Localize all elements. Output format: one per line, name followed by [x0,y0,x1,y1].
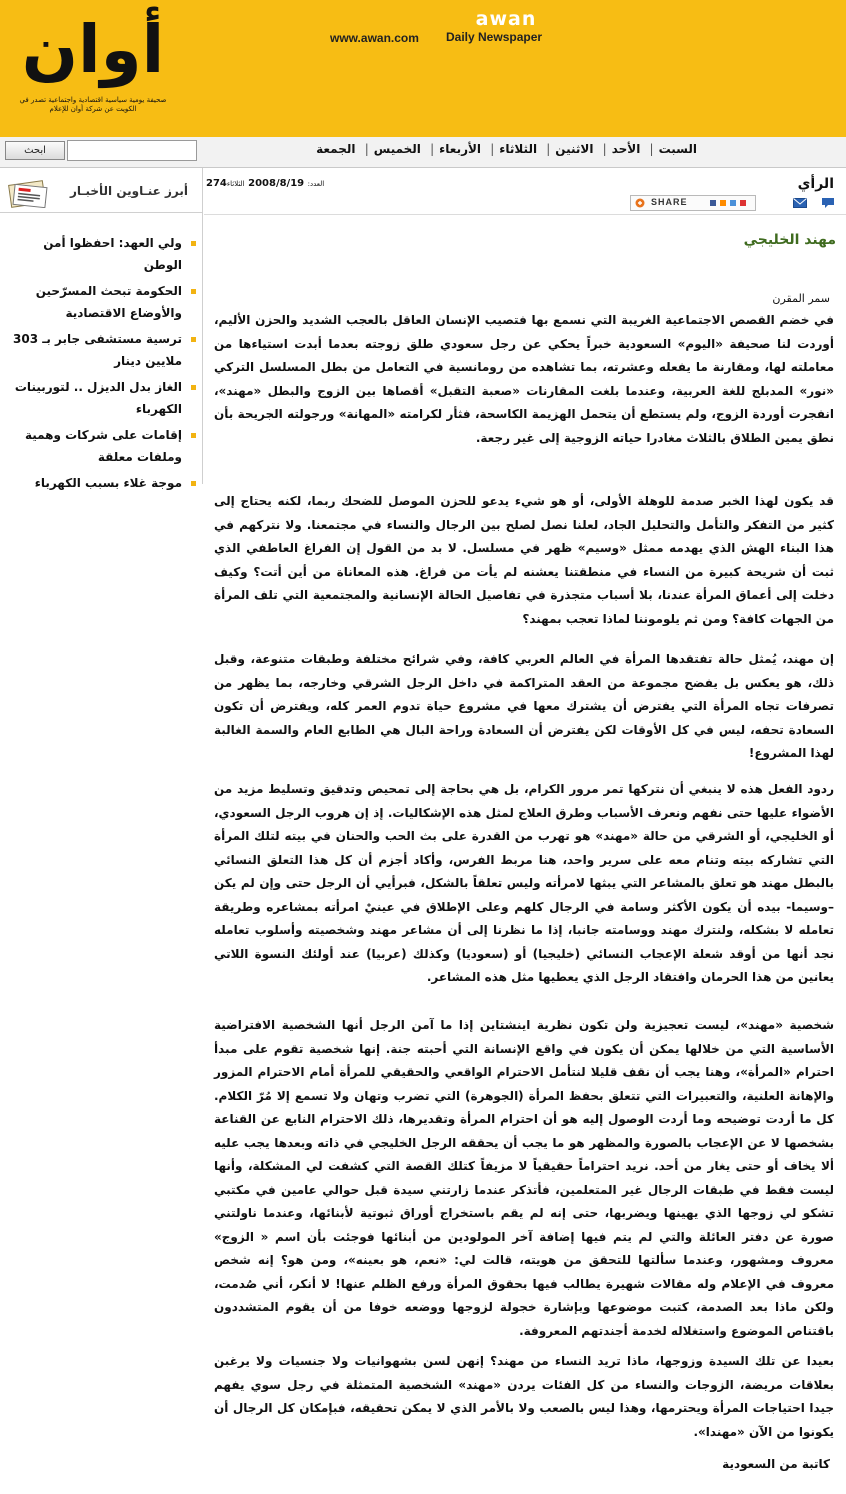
article-paragraph: بعيدا عن تلك السيدة وزوجها، ماذا تريد النساء من مهند؟ إنهن لسن بشهوانيات ولا جنسيات ولا يرغبن بعلاقات مريضة، الزوجات والنساء من كل الفئات يردن «مهند» الشخصية المتمثلة في رجل سوي يفهم جيدا احتياجات المرأة ويحترمها، وهذا ليس بالصعب ولا بالأمر الذي لا يمكن تحقيقه، فبإمكان كل الرجال أن يكونوا من الآن «مهندا». [214,1354,834,1439]
share-label: SHARE [651,197,688,207]
day-link-monday[interactable]: الاثنين [555,142,594,156]
issue-date [206,178,324,189]
issue-date-value: 2008/8/19 [248,178,305,189]
awan-logo[interactable] [14,6,172,128]
article-paragraph: في خضم القصص الاجتماعية الغريبة التي نسمع بها فتصيب الإنسان العاقل بالعجب الشديد والحزن الأليم، أوردت لنا صحيفة «اليوم» السعودية خبراً يحكي عن رجل سعودي طلق زوجته بعدما أبدت استياءها من معاملته لها، ومقارنة ما يفعله وعشرته، بما تشاهده من رومانسية في التعامل من بطل المسلسل التركي «نور» المدبلج للغة العربية، وعندما بلغت المقارنات «صعبة التقبل» أقصاها بين الزوج والبطل «مهند»، انفجرت أوردة الزوج، ولم يستطع أن يتحمل الهزيمة الكاسحة، فثأر لكرامته «المهانة» ورجولته الجريحة بأن نطق يمين الطلاق بالثلاث مغادرا حياته الزوجية إلى غير رجعة. [214,313,834,445]
separator: | [490,142,495,156]
headline-link[interactable]: إقامات على شركات وهمية وملفات معلقة [8,424,196,468]
headlines-header [0,174,202,213]
search-input[interactable] [67,140,197,161]
separator: | [364,142,369,156]
day-link-sunday[interactable]: الأحد [611,142,641,156]
share-icon [635,198,645,208]
email-icon[interactable] [793,198,807,208]
day-link-thursday[interactable]: الخميس [373,142,421,156]
headline-link[interactable]: ولي العهد: احفظوا أمن الوطن [8,232,196,276]
article-paragraph: إن مهند، يُمثل حالة تفتقدها المرأة في العالم العربي كافة، وفي شرائح مختلفة وطبقات متنوعة، وقبل ذلك، هو يعكس بل يفضح مجموعة من العقد المتراكمة في داخل الرجل الشرقي وخارجه، بما يظهر من تصرفات تجاه المرأة التي يفترض أن يشترك معها في مشروع حياة تدوم العمر كله، ويفترض أن تكون السعادة تحفه، ليس في كل الأوقات لكن يفترض أن السعادة وراحة البال هي الطابع العام والسمة الغالبة لهذا المشروع! [214,652,834,760]
issue-label: العدد: [307,180,325,188]
day-link-saturday[interactable]: السبت [658,142,697,156]
issue-number: 274 [206,178,227,189]
separator: | [649,142,654,156]
search-button[interactable]: ابحث [5,141,65,160]
separator: | [546,142,551,156]
article-author: سمر المقرن [772,292,830,305]
tagline: Daily Newspaper [446,30,543,44]
headlines-title: أبرز عنـاوين الأخبـار [69,184,188,198]
day-link-wednesday[interactable]: الأربعاء [439,142,482,156]
day-links [313,142,700,156]
article-header [204,168,846,215]
headline-link[interactable]: موجة غلاء بسبب الكهرباء [8,472,196,494]
logo-subtitle: صحيفة يومية سياسية اقتصادية واجتماعية تصدر في الكويت عن شركة أوان للإعلام [19,96,167,113]
article-paragraph: ردود الفعل هذه لا ينبغي أن نتركها تمر مرور الكرام، بل هي بحاجة إلى تمحيص وتدقيق وتسليط مزيد من الأضواء عليها حتى نفهم ونعرف الأسباب وطرق العلاج لمثل هذه الإشكاليات. إذ إن هروب الرجل السعودي، أو الخليجي، أو الشرقي من حالة «مهند» هو تهرب من القدرة على بث الحب والحنان في بيته لتلك المرأة التي تشاركه بيته وتنام معه على سرير واحد، هنا مربط الفرس، وأكاد أجزم أن كل هذا التعلق النسائي بالبطل مهند هو تعلق بالمشاعر التي يبثها لامرأته وليس تعلقاً بالشكل، فبرأيي أن الرجل حتى وإن لم يكن –وسيما- بيده أن يكون الأكثر وسامة في الرجال كلهم وعلى الإطلاق في عينيْ امرأته بمشاعره وطريقة تعامله لا بشكله، ولنترك مهند ووسامته جانبا، إذا ما نظرنا إلى أن مشاعر مهند وشخصيته وأسلوب تعامله نجد أنها من أوقد شعلة الإعجاب النسائي (خليجيا) أو (سعوديا) وكذلك (عربيا) عند أولئك النسوة اللاتي يعانين من هذا الحرمان وافتقاد الرجل الذي يعطيها مثل هذه المشاعر. [214,782,834,984]
day-link-tuesday[interactable]: الثلاثاء [499,142,538,156]
headline-link[interactable]: ترسية مستشفى جابر بـ 303 ملايين دينار [8,328,196,372]
section-title: الرأي [797,176,834,192]
author-note: كاتبة من السعودية [722,1457,830,1471]
logo-text: أوان [21,11,165,88]
issue-day: الثلاثاء [226,180,245,188]
separator: | [430,142,435,156]
site-url[interactable]: www.awan.com [330,31,419,45]
headline-link[interactable]: الغاز بدل الديزل .. لتوربينات الكهرباء [8,376,196,420]
article-paragraph: شخصية «مهند»، ليست تعجيزية ولن تكون نظرية اينشتاين إذا ما آمن الرجل أنها الشخصية الافتراضية الأساسية التي من خلالها يمكن أن يكون في واقع الإنسانة التي أحبته جنة. إنها شخصية تقوم على مبدأ احترام «المرأة»، وهنا يجب أن نقف قليلا لنتأمل الاحترام الواقعي والحقيقي للمرأة أمام الاحترام المزور والإهانة العلنية، والتعبيرات التي تتعلق بحفظ المرأة (الجوهرة) التي تضرب وتهان ولا تسمع إلا مُرّ الكلام. كل ما أردت توضيحه وما أردت الوصول إليه هو أن احترام المرأة وتقديرها، ذلك الاحترام النابع عن القناعة بشخصها لا عن الإعجاب بالصورة والمظهر هو ما يجب أن يحققه الرجل الخليجي في ذاته وبعدها يجب عليه ألا يخاف أو حتى يغار من أحد. نريد احتراماً حقيقياً لا مزيفاً كتلك القصة التي كشفت لي المشكلة، وأنها ليست فقط في طبقات الرجال غير المتعلمين، فأتذكر عندما زارتني سيدة قبل حوالي عامين في مكتبي تشكو لي زوجها الذي يهينها ويضربها، حتى إنه لم يقم باستخراج أوراق ثبوتية لأبنائها، وعندما ناولتني صورة عن دفتر العائلة والتي لم يتم فيها إضافة آخر المولودين من أبنائها فوجئت بأن اسم « الزوج» معروف ومشهور، وعندما سألتها للتحقق من هويته، قالت لي: «نعم، هو بعينه»، ومن هو؟ إنه شخص معروف في الإعلام وله مقالات شهيرة يطالب فيها بحقوق المرأة ورفع الظلم عنها! لا أنكر، أني صُدمت، ولكن ماذا بعد الصدمة، كتبت موضوعها وبإشارة خجولة لزوجها ووضعه خوفا من أن يقوم المتشددون باقتناص الموضوع واستغلاله لخدمة أجندتهم المعروفة. [214,1018,834,1338]
headline-link[interactable]: الحكومة تبحث المسرّحين والأوضاع الاقتصادية [8,280,196,324]
article-title: مهند الخليجي [743,232,836,248]
article-paragraph: قد يكون لهذا الخبر صدمة للوهلة الأولى، أو هو شيء يدعو للحزن الموصل للضحك ربما، لكنه يحتاج إلى كثير من التفكر والتأمل والتحليل الجاد، لعلنا نصل لصلح بين الرجال والنساء في مجتمعنا. ولا نتركهم في هذا البناء الهش الذي يهدمه ممثل «وسيم» ظهر في مسلسل. لا بد من القول إن الفراغ العاطفي الذي ثبت أن شريحة كبيرة من النساء في منطقتنا يعشنه لم يأت من فراغ. هذه المعاناة من أين أتت؟ وكيف دخلت إلى أعماق المرأة عندنا، بلا أسباب متجذرة في تفاصيل الحالة الإنسانية والمجتمعية التي تلف المرأة من الجهات كافة؟ ومن ثم يلوموننا لماذا تعجب بمهند؟ [214,494,834,626]
site-header [0,0,846,137]
separator: | [602,142,607,156]
newspaper-icon [6,178,52,208]
headlines-sidebar [0,168,203,490]
share-button[interactable] [630,195,756,211]
social-bookmarks-icon [709,199,749,207]
headlines-list [8,232,196,498]
brand-name: awan [475,8,537,30]
nav-bar [0,137,846,168]
day-link-friday[interactable]: الجمعة [316,142,356,156]
comment-icon[interactable] [821,197,835,209]
